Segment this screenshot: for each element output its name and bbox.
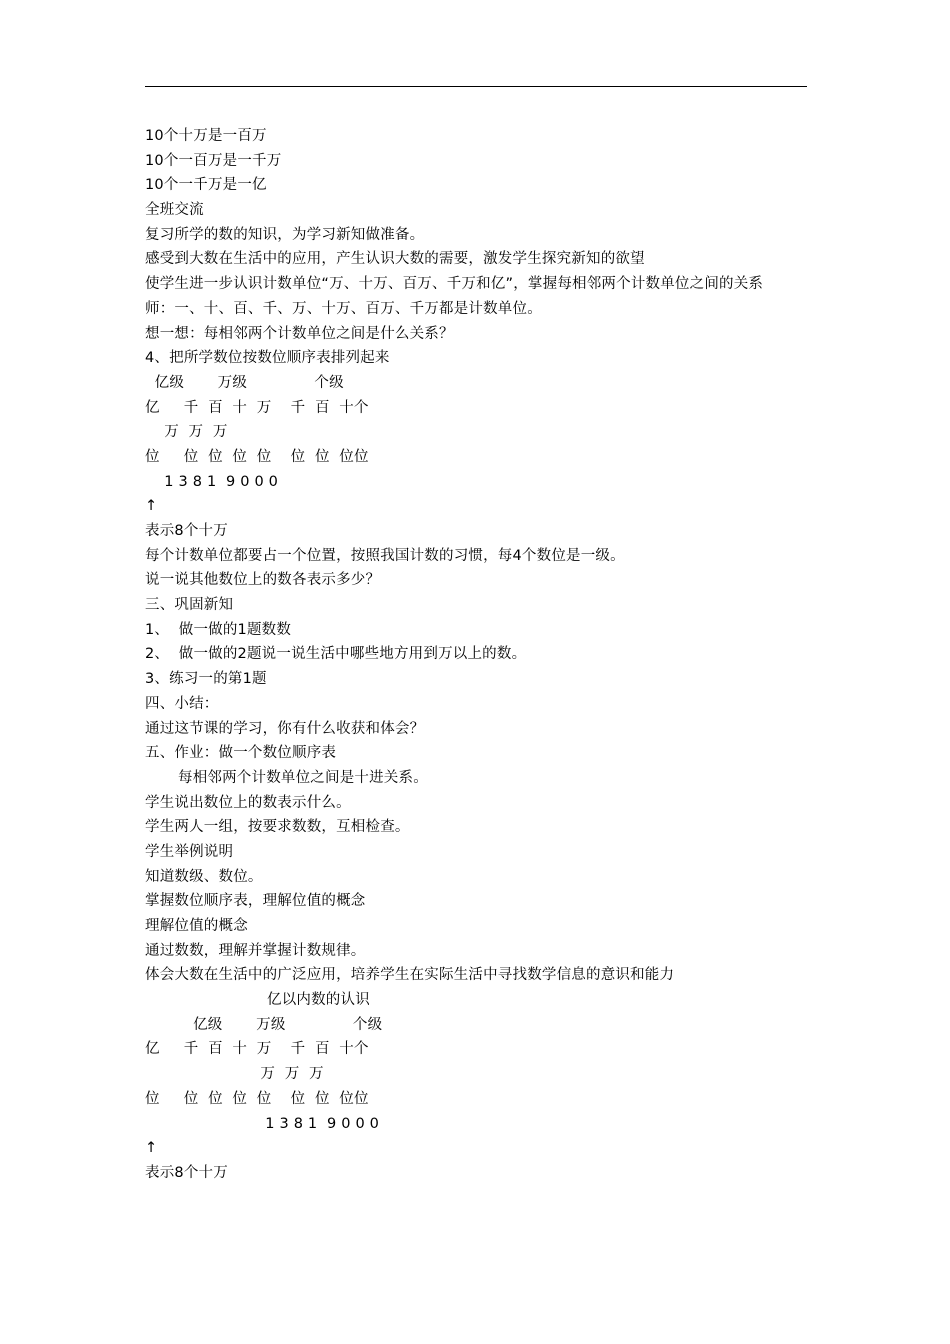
- text-line: 五、作业：做一个数位顺序表: [145, 745, 337, 762]
- up-arrow-icon: ↑: [145, 498, 158, 515]
- text-line: 学生两人一组，按要求数数，互相检查。: [145, 819, 410, 836]
- place-value-table-wan: 万 万 万: [145, 1066, 324, 1083]
- text-line: 10个十万是一百万: [145, 128, 267, 144]
- place-value-table-units: 亿 千 百 十 万 千 百 十个: [145, 1041, 369, 1058]
- document-body: [145, 124, 807, 1186]
- place-value-table-units: 亿 千 百 十 万 千 百 十个: [145, 399, 369, 416]
- text-line: 3、练习一的第1题: [145, 671, 267, 688]
- text-line: 2、 做一做的2题说一说生活中哪些地方用到万以上的数。: [145, 646, 527, 663]
- indented-text-line: 每相邻两个计数单位之间是十进关系。: [178, 769, 428, 786]
- up-arrow-icon: ↑: [145, 1140, 158, 1157]
- table-caption: 表示8个十万: [145, 1164, 228, 1181]
- text-line: 掌握数位顺序表，理解位值的概念: [145, 893, 366, 910]
- text-line: 10个一百万是一千万: [145, 152, 282, 169]
- text-line: 感受到大数在生活中的应用，产生认识大数的需要，激发学生探究新知的欲望: [145, 251, 645, 268]
- text-line: 理解位值的概念: [145, 918, 248, 935]
- place-value-table-digits: 1 3 8 1 9 0 0 0: [145, 1115, 380, 1132]
- text-line: 学生说出数位上的数表示什么。: [145, 794, 351, 811]
- text-line: 三、巩固新知: [145, 597, 234, 614]
- text-line: 体会大数在生活中的广泛应用，培养学生在实际生活中寻找数学信息的意识和能力: [145, 967, 675, 984]
- text-line: 通过这节课的学习，你有什么收获和体会？: [145, 720, 425, 737]
- text-line: 复习所学的数的知识，为学习新知做准备。: [145, 226, 425, 243]
- text-line: 10个一千万是一亿: [145, 177, 267, 194]
- place-value-table-wei: 位 位 位 位 位 位 位 位位: [145, 1090, 369, 1107]
- place-value-table-wan: 万 万 万: [145, 424, 228, 441]
- place-value-table-groups: 亿级 万级 个级: [145, 1016, 383, 1033]
- text-line: 1、 做一做的1题数数: [145, 621, 292, 638]
- text-line: 知道数级、数位。: [145, 868, 263, 885]
- text-line: 四、小结：: [145, 695, 219, 712]
- place-value-table-wei: 位 位 位 位 位 位 位 位位: [145, 448, 369, 465]
- text-line: 想一想：每相邻两个计数单位之间是什么关系？: [145, 325, 454, 342]
- place-value-table-digits: 1 3 8 1 9 0 0 0: [145, 473, 279, 490]
- header-rule: [145, 86, 807, 87]
- text-line: 全班交流: [145, 202, 204, 219]
- text-line: 学生举例说明: [145, 843, 234, 860]
- text-line: 师：一、十、百、千、万、十万、百万、千万都是计数单位。: [145, 300, 542, 317]
- text-line: 4、把所学数位按数位顺序表排列起来: [145, 350, 390, 367]
- text-line: 通过数数，理解并掌握计数规律。: [145, 942, 366, 959]
- text-line: 说一说其他数位上的数各表示多少？: [145, 572, 381, 589]
- table-caption: 表示8个十万: [145, 523, 228, 540]
- text-line: 每个计数单位都要占一个位置，按照我国计数的习惯，每4个数位是一级。: [145, 547, 625, 564]
- place-value-table-groups: 亿级 万级 个级: [145, 374, 344, 391]
- section-title: 亿以内数的认识: [267, 992, 370, 1009]
- text-line-wrapped: 使学生进一步认识计数单位“万、十万、百万、千万和亿”，掌握每相邻两个计数单位之间的关系: [145, 276, 764, 293]
